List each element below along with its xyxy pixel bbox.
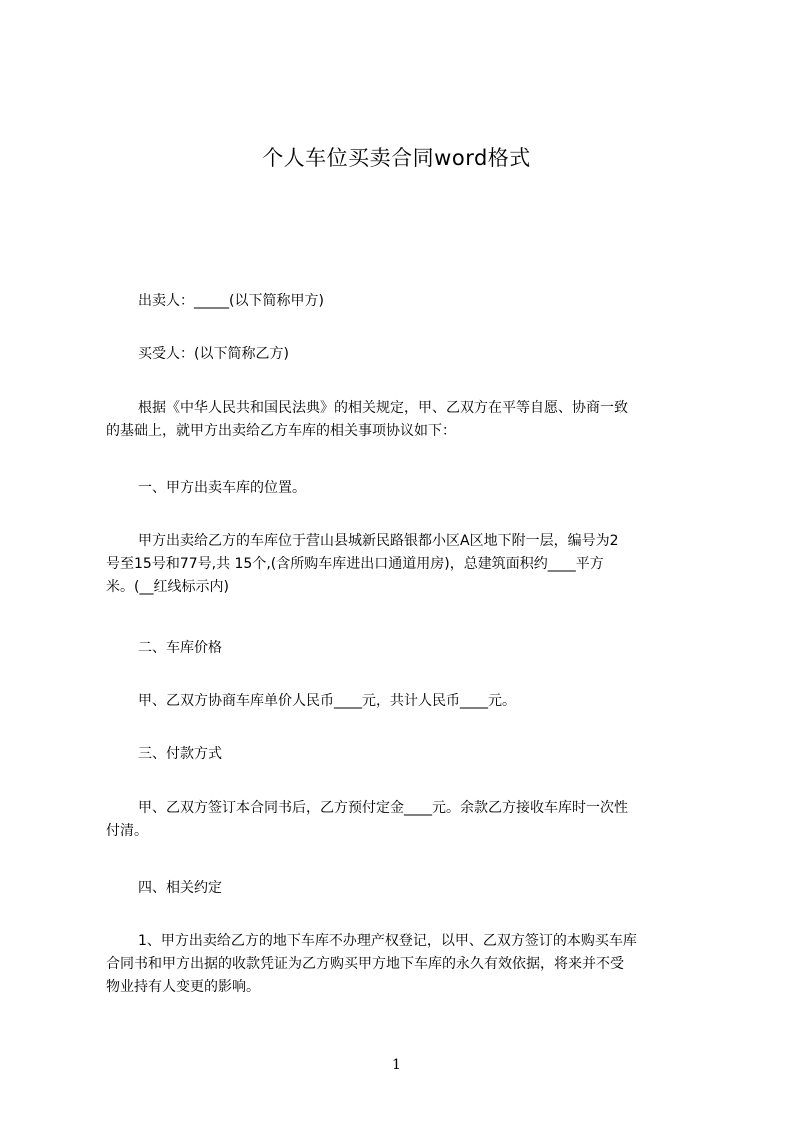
- section-1-heading-text: 一、甲方出卖车库的位置。: [138, 480, 306, 496]
- section-4-item-1-line-2: 合同书和甲方出据的收款凭证为乙方购买甲方地下车库的永久有效依据，将来并不受: [106, 956, 624, 972]
- document-title: 个人车位买卖合同word格式: [262, 146, 531, 170]
- section-1-line-3: 米。(__红线标示内): [106, 579, 229, 595]
- section-1-body: [104, 530, 702, 599]
- intro-paragraph: [104, 397, 702, 443]
- section-3-body: [104, 797, 702, 843]
- section-4-item-1-line-1: 1、甲方出卖给乙方的地下车库不办理产权登记，以甲、乙双方签订的本购买车库: [138, 933, 637, 949]
- section-4-heading: [104, 877, 702, 900]
- section-2-body: [104, 690, 702, 713]
- section-2-heading-text: 二、车库价格: [138, 640, 222, 656]
- section-1-line-2: 号至15号和77号,共 15个,(含所购车库进出口通道用房)，总建筑面积约____平方: [106, 556, 604, 572]
- section-3-line-1: 甲、乙双方签订本合同书后，乙方预付定金____元。余款乙方接收车库时一次性: [138, 800, 628, 816]
- section-4-heading-text: 四、相关约定: [138, 880, 222, 896]
- page-number: 1: [392, 1057, 401, 1073]
- section-1-heading: [104, 477, 702, 500]
- section-3-heading: [104, 743, 702, 766]
- section-4-item-1: [104, 930, 702, 999]
- buyer-line: [104, 343, 702, 366]
- section-2-heading: [104, 637, 702, 660]
- seller-text: 出卖人：_____(以下简称甲方): [138, 293, 324, 309]
- intro-line-2: 的基础上，就甲方出卖给乙方车库的相关事项协议如下：: [106, 423, 456, 439]
- section-1-line-1: 甲方出卖给乙方的车库位于营山县城新民路银都小区A区地下附一层，编号为2: [138, 533, 619, 549]
- seller-line: [104, 290, 702, 313]
- buyer-text: 买受人：(以下简称乙方): [138, 346, 289, 362]
- section-3-heading-text: 三、付款方式: [138, 746, 222, 762]
- section-3-line-2: 付清。: [106, 823, 148, 839]
- section-4-item-1-line-3: 物业持有人变更的影响。: [106, 979, 260, 995]
- section-2-body-text: 甲、乙双方协商车库单价人民币____元，共计人民币____元。: [138, 693, 516, 709]
- intro-line-1: 根据《中华人民共和国民法典》的相关规定，甲、乙双方在平等自愿、协商一致: [138, 400, 628, 416]
